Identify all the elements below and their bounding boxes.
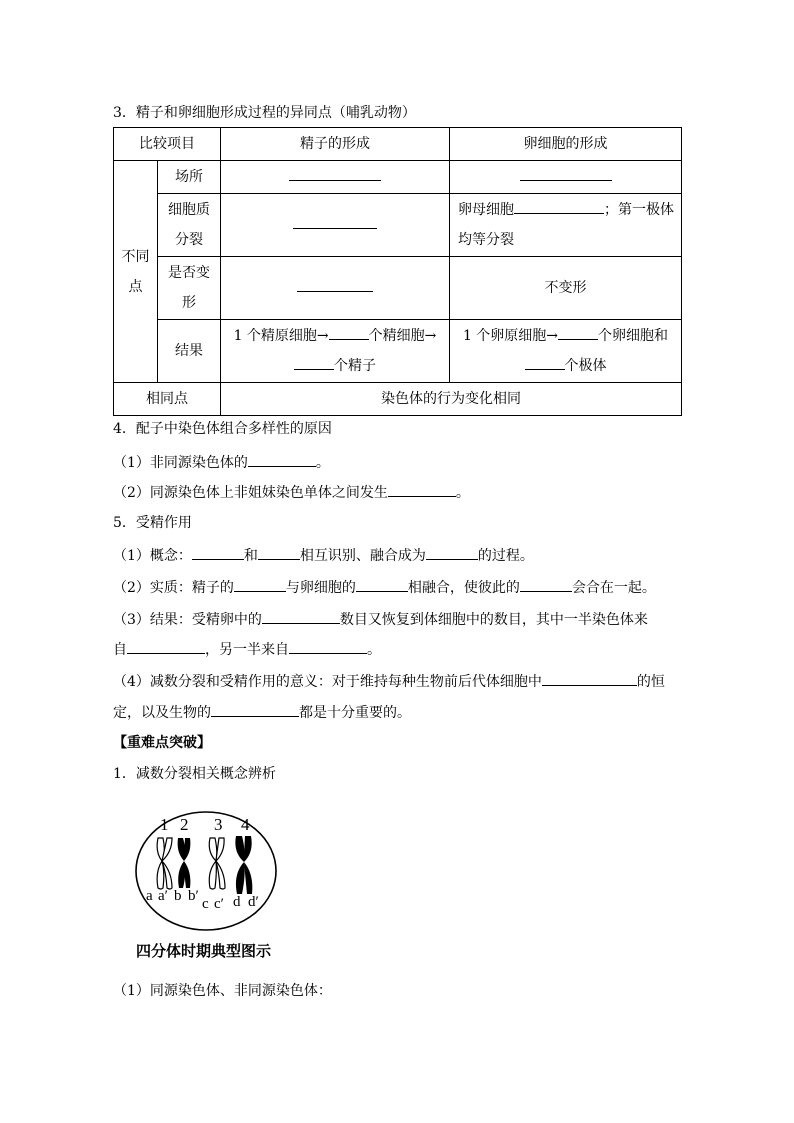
s4-item-2: （2）同源染色体上非姐妹染色单体之间发生 。	[113, 482, 470, 503]
s1-title: 1．减数分裂相关概念辨析	[113, 766, 276, 782]
s5-item-3-cont: 自 ，另一半来自 。	[113, 639, 381, 660]
chromosome-1	[157, 838, 172, 889]
egg-result-cell: 1 个卵原细胞→ 个卵细胞和 个极体	[450, 320, 682, 383]
comparison-table	[113, 127, 682, 416]
chromatid-label: a′	[158, 888, 168, 904]
chrom-number: 1	[160, 815, 169, 834]
table-row	[114, 194, 682, 257]
table-row	[114, 257, 682, 320]
s5-item-1: （1）概念： 和 相互识别、融合成为 的过程。	[113, 545, 534, 566]
chromatid-label: d′	[248, 894, 259, 910]
egg-deform-cell: 不变形	[450, 257, 682, 320]
s4-item-1: （1）非同源染色体的 。	[113, 452, 330, 473]
s5-item-2: （2）实质：精子的 与卵细胞的 相融合，使彼此的 会合在一起。	[113, 577, 656, 598]
blank-cell	[450, 161, 682, 194]
s5-item-4-cont: 定，以及生物的 都是十分重要的。	[113, 702, 411, 723]
chromatid-label: d	[233, 894, 241, 910]
chromosome-3	[209, 838, 225, 889]
table-row	[114, 383, 682, 416]
section-heading: 【重难点突破】	[113, 735, 211, 751]
blank-cell	[221, 161, 450, 194]
row-label-result: 结果	[158, 320, 221, 383]
row-label-cytoplasm: 细胞质分裂	[158, 194, 221, 257]
chrom-number: 2	[180, 815, 189, 834]
chromatid-label: c	[202, 896, 209, 912]
s5-item-3: （3）结果：受精卵中的 数目又恢复到体细胞中的数目，其中一半染色体来	[113, 609, 648, 630]
tetrad-figure	[134, 808, 279, 932]
header-egg: 卵细胞的形成	[450, 128, 682, 161]
table-row	[114, 161, 682, 194]
sperm-result-cell: 1 个精原细胞→ 个精细胞→ 个精子	[221, 320, 450, 383]
chromatid-label: c′	[214, 896, 224, 912]
same-label: 相同点	[114, 383, 221, 416]
diff-label: 不同点	[114, 161, 158, 383]
s5-item-4: （4）减数分裂和受精作用的意义：对于维持每种生物前后代体细胞中 的恒	[113, 671, 665, 692]
row-label-deform: 是否变形	[158, 257, 221, 320]
section-5-title: 5．受精作用	[113, 515, 192, 531]
header-item: 比较项目	[114, 128, 221, 161]
chromosome-2	[178, 838, 191, 888]
chromatid-label: b	[174, 888, 182, 904]
header-sperm: 精子的形成	[221, 128, 450, 161]
egg-cytoplasm-cell: 卵母细胞 ；第一极体均等分裂	[450, 194, 682, 257]
same-text: 染色体的行为变化相同	[221, 383, 682, 416]
section-3-title: 3．精子和卵细胞形成过程的异同点（哺乳动物）	[113, 105, 416, 121]
section-4-title: 4．配子中染色体组合多样性的原因	[113, 421, 332, 437]
table-header-row	[114, 128, 682, 161]
chrom-number: 3	[214, 815, 223, 834]
chromatid-label: b′	[188, 888, 199, 904]
chromosome-4	[235, 836, 252, 894]
blank-cell	[221, 194, 450, 257]
chrom-number: 4	[241, 815, 250, 834]
table-row	[114, 320, 682, 383]
cell-outline	[136, 812, 276, 930]
blank-cell	[221, 257, 450, 320]
last-item: （1）同源染色体、非同源染色体：	[113, 983, 332, 999]
row-label-location: 场所	[158, 161, 221, 194]
figure-caption: 四分体时期典型图示	[136, 942, 272, 960]
chromatid-label: a	[146, 888, 153, 904]
